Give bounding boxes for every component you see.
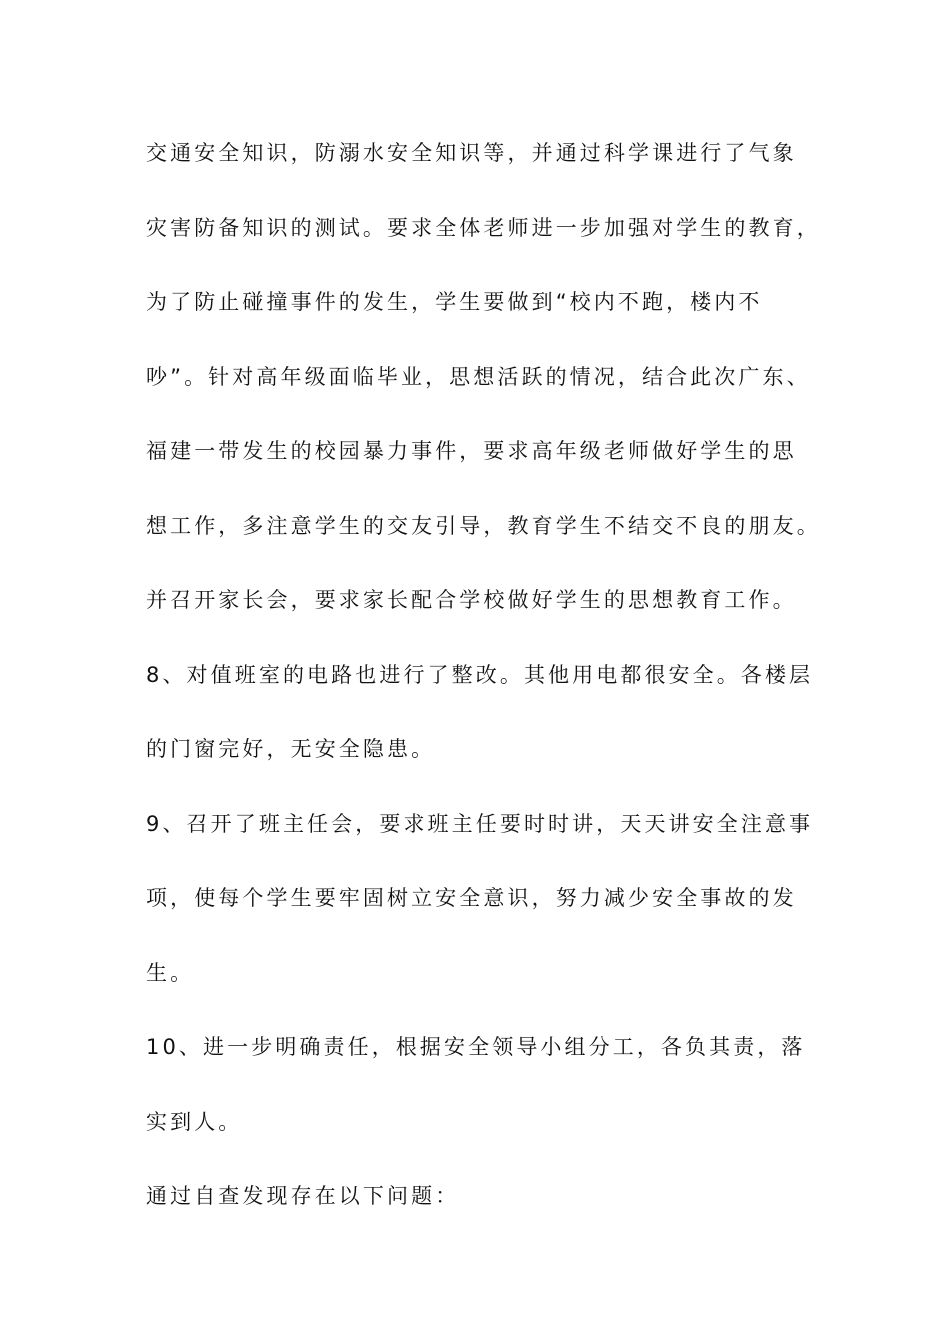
text-line-5: 福建一带发生的校园暴力事件，要求高年级老师做好学生的思 <box>146 439 797 463</box>
text-line-8: 8、对值班室的电路也进行了整改。其他用电都很安全。各楼层 <box>146 663 814 687</box>
text-line-4: 吵”。针对高年级面临毕业，思想活跃的情况，结合此次广东、 <box>146 365 811 389</box>
text-line-3: 为了防止碰撞事件的发生，学生要做到“校内不跑，楼内不 <box>146 290 763 314</box>
text-line-14: 实到人。 <box>146 1110 243 1134</box>
text-line-10: 9、召开了班主任会，要求班主任要时时讲，天天讲安全注意事 <box>146 812 814 836</box>
text-line-1: 交通安全知识，防溺水安全知识等，并通过科学课进行了气象 <box>146 141 797 165</box>
text-line-15: 通过自查发现存在以下问题： <box>146 1184 460 1208</box>
text-line-6: 想工作，多注意学生的交友引导，教育学生不结交不良的朋友。 <box>146 514 821 538</box>
text-line-12: 生。 <box>146 961 195 985</box>
text-line-2: 灾害防备知识的测试。要求全体老师进一步加强对学生的教育， <box>146 216 821 240</box>
text-line-11: 项，使每个学生要牢固树立安全意识，努力减少安全事故的发 <box>146 886 797 910</box>
text-line-7: 并召开家长会，要求家长配合学校做好学生的思想教育工作。 <box>146 588 797 612</box>
text-line-13: 10、进一步明确责任，根据安全领导小组分工，各负其责，落 <box>146 1035 806 1059</box>
text-line-9: 的门窗完好，无安全隐患。 <box>146 737 436 761</box>
